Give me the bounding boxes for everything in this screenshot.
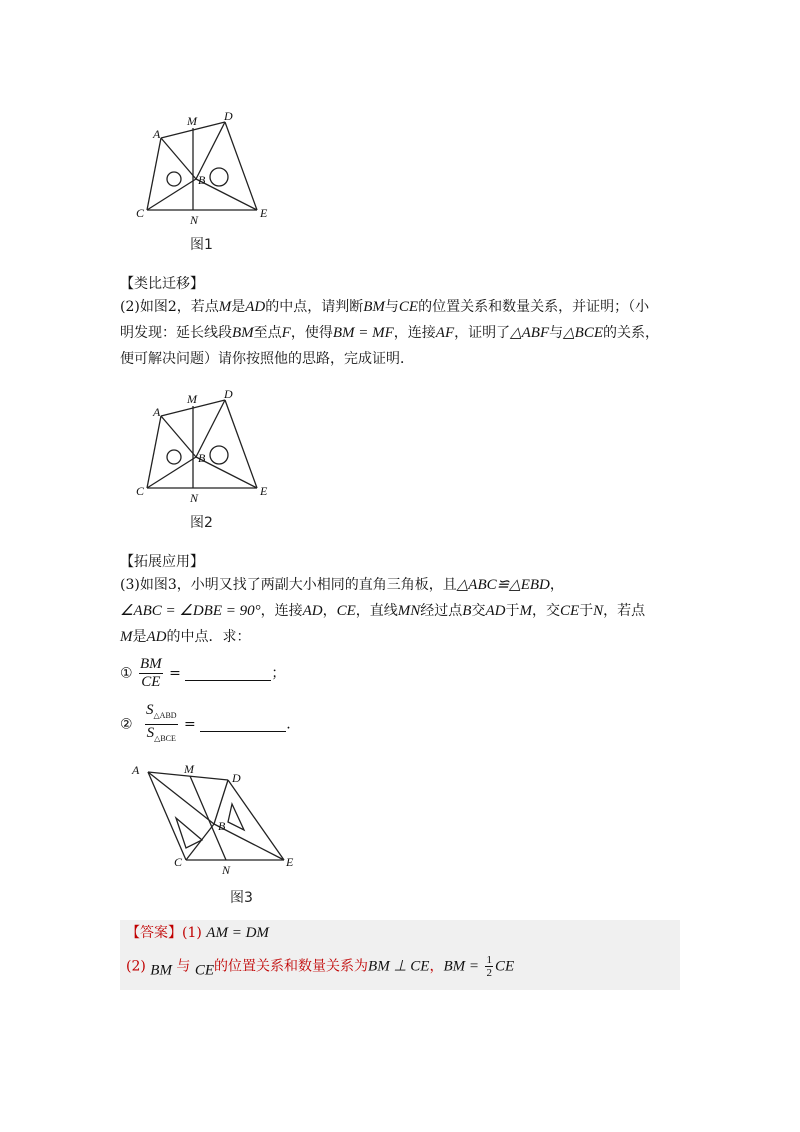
fig2-label-C: C [136,484,145,498]
text-run: ，若点 [603,603,646,619]
fig2-label-A: A [153,405,161,419]
question-2-end: . [286,716,291,733]
fig2-hole-right [210,446,228,464]
math-run: CE [559,603,580,619]
text-run: ，直线 [355,603,398,619]
answer-row-2 [126,954,514,980]
section-analogy-heading: 【类比迁移】 [120,276,204,292]
answer-box [120,920,680,990]
fig3-label-D: D [232,771,241,785]
equals-sign: = [184,716,196,733]
text-run: ， [549,577,564,593]
figure-2-caption: 图2 [190,515,213,531]
fig3-label-N: N [222,863,231,877]
answer-blank-2[interactable] [200,717,286,732]
math-run: BM = MF [332,325,394,341]
answer-2-bm: BM [150,962,172,979]
text-run: ，交 [531,603,560,619]
fraction-denominator: CE [141,674,161,690]
answer-1-prefix: (1) [182,925,202,941]
fig2-label-B: B [198,451,206,465]
fig1-hole-right [210,168,228,186]
text-run: 交 [471,603,486,619]
answer-2-math-3: CE [494,958,515,975]
question-1 [120,656,680,691]
text-run: 于 [579,603,594,619]
text-run: 的中点．求： [166,629,251,645]
text-run: (3)如图3，小明又找了两副大小相同的直角三角板，且 [120,577,457,593]
answer-2-text: 的位置关系和数量关系为 [214,958,369,975]
text-run: ，证明了 [454,325,511,341]
fig3-label-B: B [218,819,226,833]
math-run: M [218,299,232,315]
figure-3-diagram [128,762,308,882]
question-2 [120,702,680,747]
fig1-label-N: N [190,213,199,227]
math-run: N [593,603,604,619]
answer-2-math-1: BM ⊥ CE [368,958,430,975]
answer-2-ce: CE [194,962,215,979]
math-run: BM [363,299,385,315]
fraction-numerator: BM [140,656,162,672]
analogy-line-3 [120,346,680,372]
text-run: 明发现：延长线段 [120,325,232,341]
math-run: ∠ABC = ∠DBE = 90° [120,603,261,619]
section-extension-heading: 【拓展应用】 [120,554,204,570]
analogy-line-2 [120,320,680,346]
fig3-segment-AC [148,772,186,860]
fig3-segment-AB [148,772,214,824]
math-run: F [281,325,291,341]
math-run: △ABC≌△EBD [456,577,550,593]
math-run: CE [398,299,419,315]
figure-2 [130,383,290,513]
answer-1-math: AM = DM [206,925,269,941]
section-analogy-body [120,294,680,372]
answer-2-math-2: BM = [443,958,479,975]
math-run: AD [245,299,266,315]
fig3-label-C: C [174,855,183,869]
math-run: AF [435,325,455,341]
fig3-segment-DE [228,780,284,860]
figure-1 [130,105,290,235]
figure-1-diagram [130,105,290,235]
text-run: 是 [132,629,147,645]
figure-1-caption: 图1 [190,237,213,253]
fig2-hole-left [167,450,181,464]
fig3-label-E: E [286,855,294,869]
math-run: △BCE [563,325,604,341]
math-run: AD [146,629,167,645]
fig3-label-M: M [184,762,194,776]
fig3-segment-DB [214,780,228,824]
question-2-marker: ② [120,716,133,733]
answer-2-yu: 与 [176,958,191,975]
math-run: B [462,603,472,619]
question-1-marker: ① [120,665,133,682]
figure-3-caption: 图3 [230,890,253,906]
fraction-numerator [145,702,178,725]
extension-line-3 [120,624,680,650]
fig2-label-E: E [260,484,268,498]
area-subscript: △ABD [153,711,177,720]
text-run: 是 [231,299,246,315]
fig1-segment-AC [147,138,161,210]
text-run: ，连接 [260,603,303,619]
extension-line-2 [120,598,680,624]
fig2-segment-CB [147,457,196,488]
question-2-fraction [145,702,178,747]
fig2-segment-DB [196,400,225,457]
fig2-segment-AC [147,416,161,488]
math-run: MN [397,603,421,619]
math-run: M [519,603,532,619]
fig3-inner-triangle-right [228,804,244,830]
answer-blank-1[interactable] [185,666,271,681]
text-run: 至点 [253,325,282,341]
area-symbol: S [146,725,155,741]
section-extension-body [120,572,680,650]
math-run: BM [232,325,254,341]
fig1-segment-DB [196,122,225,179]
fig2-label-M: M [187,392,197,406]
fig1-label-E: E [260,206,268,220]
fig1-label-A: A [153,127,161,141]
fig1-label-D: D [224,109,233,123]
math-run: M [120,629,133,645]
fig2-label-N: N [190,491,199,505]
fraction-denominator [145,725,178,747]
fig1-hole-left [167,172,181,186]
text-run: ， [322,603,337,619]
answer-2-comma: ， [429,958,444,975]
fraction-denominator: 2 [486,967,492,979]
figure-2-diagram [130,383,290,513]
text-run: 与 [384,299,399,315]
text-run: ，连接 [393,325,436,341]
text-run: 与 [549,325,564,341]
text-run: 的关系， [603,325,660,341]
answer-2-prefix: (2) [126,958,146,975]
fig3-label-A: A [132,763,140,777]
fraction-numerator: 1 [486,954,492,966]
area-symbol: S [146,702,154,718]
text-run: 经过点 [420,603,463,619]
answer-row-1 [126,922,269,942]
fig1-label-M: M [187,114,197,128]
math-run: AD [302,603,323,619]
area-subscript: △BCE [154,734,176,743]
fig1-segment-CB [147,179,196,210]
fig1-label-B: B [198,173,206,187]
question-1-end: ； [271,665,286,682]
answer-tag: 【答案】 [126,925,182,941]
text-run: 于 [505,603,520,619]
equals-sign: = [169,665,181,682]
text-run: 的中点，请判断 [265,299,364,315]
math-run: CE [336,603,356,619]
fig2-label-D: D [224,387,233,401]
extension-line-1 [120,572,680,598]
text-run: ，使得 [290,325,333,341]
text-run: 便可解决问题）请你按照他的思路，完成证明． [120,351,414,367]
question-1-fraction [139,656,163,691]
text-run: (2)如图2，若点 [120,299,219,315]
fig1-label-C: C [136,206,145,220]
math-run: AD [485,603,506,619]
math-run: △ABF [510,325,550,341]
analogy-line-1 [120,294,680,320]
figure-3 [128,762,308,882]
answer-2-fraction [485,954,493,979]
text-run: 的位置关系和数量关系，并证明；（小 [418,299,650,315]
